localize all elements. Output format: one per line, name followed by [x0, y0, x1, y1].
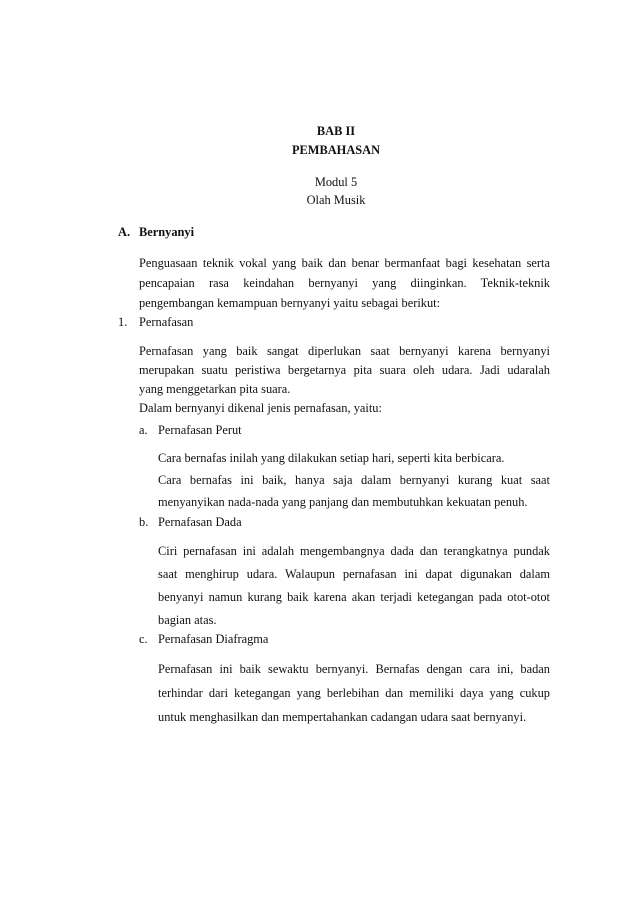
sub-c-body [158, 657, 550, 729]
chapter-heading: BAB II [316, 124, 356, 138]
paragraph-line: bagian atas. [158, 613, 217, 627]
paragraph-line: menyanyikan nada-nada yang panjang dan membutuhkan kekuatan penuh. [158, 495, 528, 509]
sub-c-title: Pernafasan Diafragma [158, 632, 269, 646]
paragraph-line: Dalam bernyanyi dikenal jenis pernafasan, yaitu: [139, 401, 382, 415]
sub-a-title: Pernafasan Perut [158, 423, 242, 437]
sub-a-marker: a. [139, 423, 148, 437]
module-label: Modul 5 [314, 175, 358, 189]
item-1-body [139, 342, 550, 418]
paragraph-line: untuk menghasilkan dan mempertahankan cadangan udara saat bernyanyi. [158, 710, 527, 724]
paragraph-line: Pernafasan yang baik sangat diperlukan saat bernyanyi karena bernyanyi [139, 344, 550, 358]
item-1-marker: 1. [118, 315, 128, 329]
section-a-title: Bernyanyi [139, 225, 195, 239]
paragraph-line: merupakan suatu peristiwa bergetarnya pita suara oleh udara. Jadi udaralah [139, 363, 550, 377]
paragraph-line: Pernafasan ini baik sewaktu bernyanyi. Bernafas dengan cara ini, badan [158, 662, 550, 676]
paragraph-line: pengembangan kemampuan bernyanyi yaitu sebagai berikut: [139, 296, 441, 310]
section-a-intro [139, 253, 550, 313]
sub-c-marker: c. [139, 632, 148, 646]
paragraph-line: benyanyi namun kurang baik karena akan terjadi ketegangan pada otot-otot [158, 590, 550, 604]
section-heading: PEMBAHASAN [291, 143, 381, 157]
sub-b-title: Pernafasan Dada [158, 515, 242, 529]
item-1-title: Pernafasan [139, 315, 194, 329]
paragraph-line: terhindar dari ketegangan yang berlebihan dan memiliki daya yang cukup [158, 686, 550, 700]
sub-b-marker: b. [139, 515, 149, 529]
module-title: Olah Musik [306, 193, 366, 207]
paragraph-line: saat menghirup udara. Walaupun pernafasan ini dapat digunakan dalam [158, 567, 550, 581]
paragraph-line: Cara bernafas inilah yang dilakukan setiap hari, seperti kita berbicara. [158, 451, 505, 465]
paragraph-line: Penguasaan teknik vokal yang baik dan benar bermanfaat bagi kesehatan serta [139, 256, 550, 270]
paragraph-line: Cara bernafas ini baik, hanya saja dalam bernyanyi kurang kuat saat [158, 473, 550, 487]
paragraph-line: Ciri pernafasan ini adalah mengembangnya dada dan terangkatnya pundak [158, 544, 550, 558]
sub-b-body [158, 540, 550, 632]
section-a-marker: A. [118, 225, 131, 239]
paragraph-line: yang menggetarkan pita suara. [139, 382, 291, 396]
sub-a-body [158, 447, 550, 513]
paragraph-line: pencapaian rasa keindahan bernyanyi yang diinginkan. Teknik-teknik [139, 276, 550, 290]
